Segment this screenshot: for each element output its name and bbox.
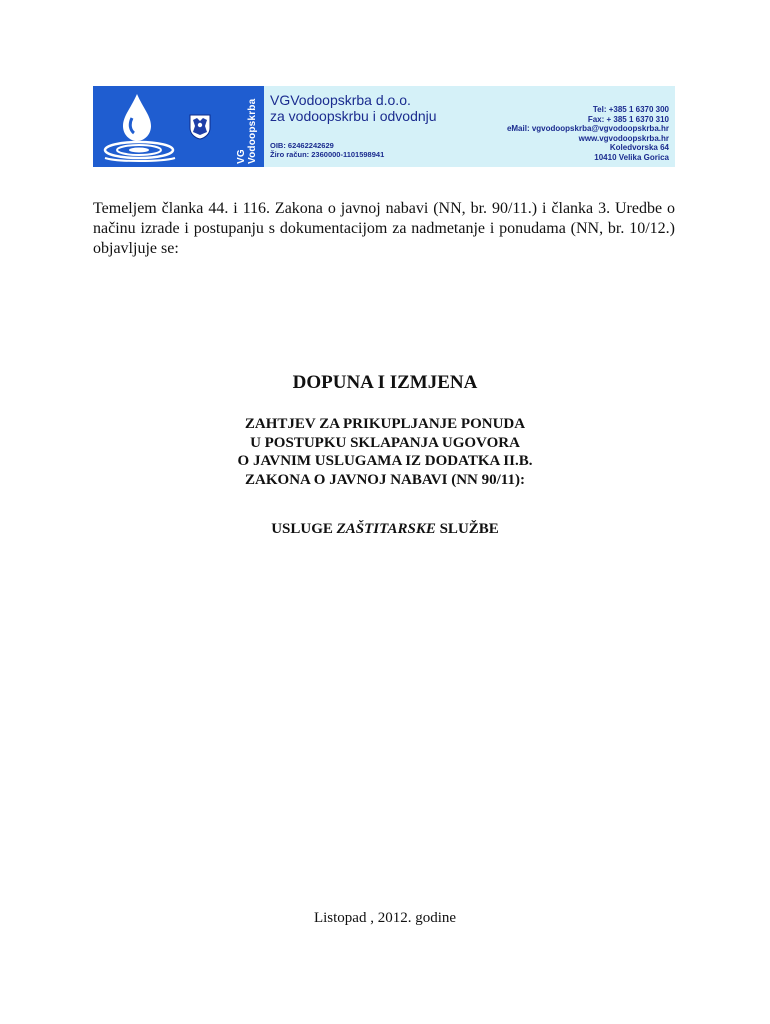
document-title: DOPUNA I IZMJENA xyxy=(292,372,478,393)
brand-vertical-text: VG Vodoopskrba xyxy=(236,98,258,164)
service-suffix: SLUŽBE xyxy=(435,521,499,537)
service-emphasis: ZAŠTITARSKE xyxy=(336,521,436,537)
website: www.vgvodoopskrba.hr xyxy=(578,133,669,143)
contact-block xyxy=(507,105,669,162)
oib-number: OIB: 62462242629 xyxy=(270,141,334,150)
document-date: Listopad , 2012. godine xyxy=(313,910,457,926)
company-name-line1: VGVodoopskrba d.o.o. xyxy=(270,92,411,108)
company-name xyxy=(270,92,437,124)
company-info-panel xyxy=(264,86,675,167)
subtitle-line: O JAVNIM USLUGAMA IZ DODATKA II.B. xyxy=(237,453,533,469)
fax: Fax: + 385 1 6370 310 xyxy=(587,114,669,124)
service-title xyxy=(0,521,770,538)
subtitle-line: ZAKONA O JAVNOJ NABAVI (NN 90/11): xyxy=(245,471,525,488)
coat-of-arms-icon xyxy=(189,114,211,140)
service-prefix: USLUGE xyxy=(271,521,337,537)
company-ids xyxy=(270,141,384,159)
intro-paragraph: Temeljem članka 44. i 116. Zakona o javnoj nabavi (NN, br. 90/11.) i članka 3. Uredbe o načinu izrade i postupanju s dokumentacijom za nadmetanje i ponudama (NN, br. 10/12.) objavljuje se: xyxy=(93,200,675,257)
company-name-line2: za vodoopskrbu i odvodnju xyxy=(270,108,437,124)
phone: Tel: +385 1 6370 300 xyxy=(592,105,669,114)
logo-panel xyxy=(93,86,264,167)
city-address: 10410 Velika Gorica xyxy=(594,152,669,162)
account-number: Žiro račun: 2360000-1101598941 xyxy=(270,150,385,159)
water-drop-logo-icon xyxy=(97,88,187,166)
subtitle-line: U POSTUPKU SKLAPANJA UGOVORA xyxy=(250,434,520,451)
street-address: Koledvorska 64 xyxy=(609,143,669,152)
email: eMail: vgvodoopskrba@vgvodoopskrba.hr xyxy=(506,124,669,133)
subtitle-line: ZAHTJEV ZA PRIKUPLJANJE PONUDA xyxy=(244,416,526,432)
document-subtitle xyxy=(0,415,770,489)
letterhead xyxy=(93,86,675,167)
